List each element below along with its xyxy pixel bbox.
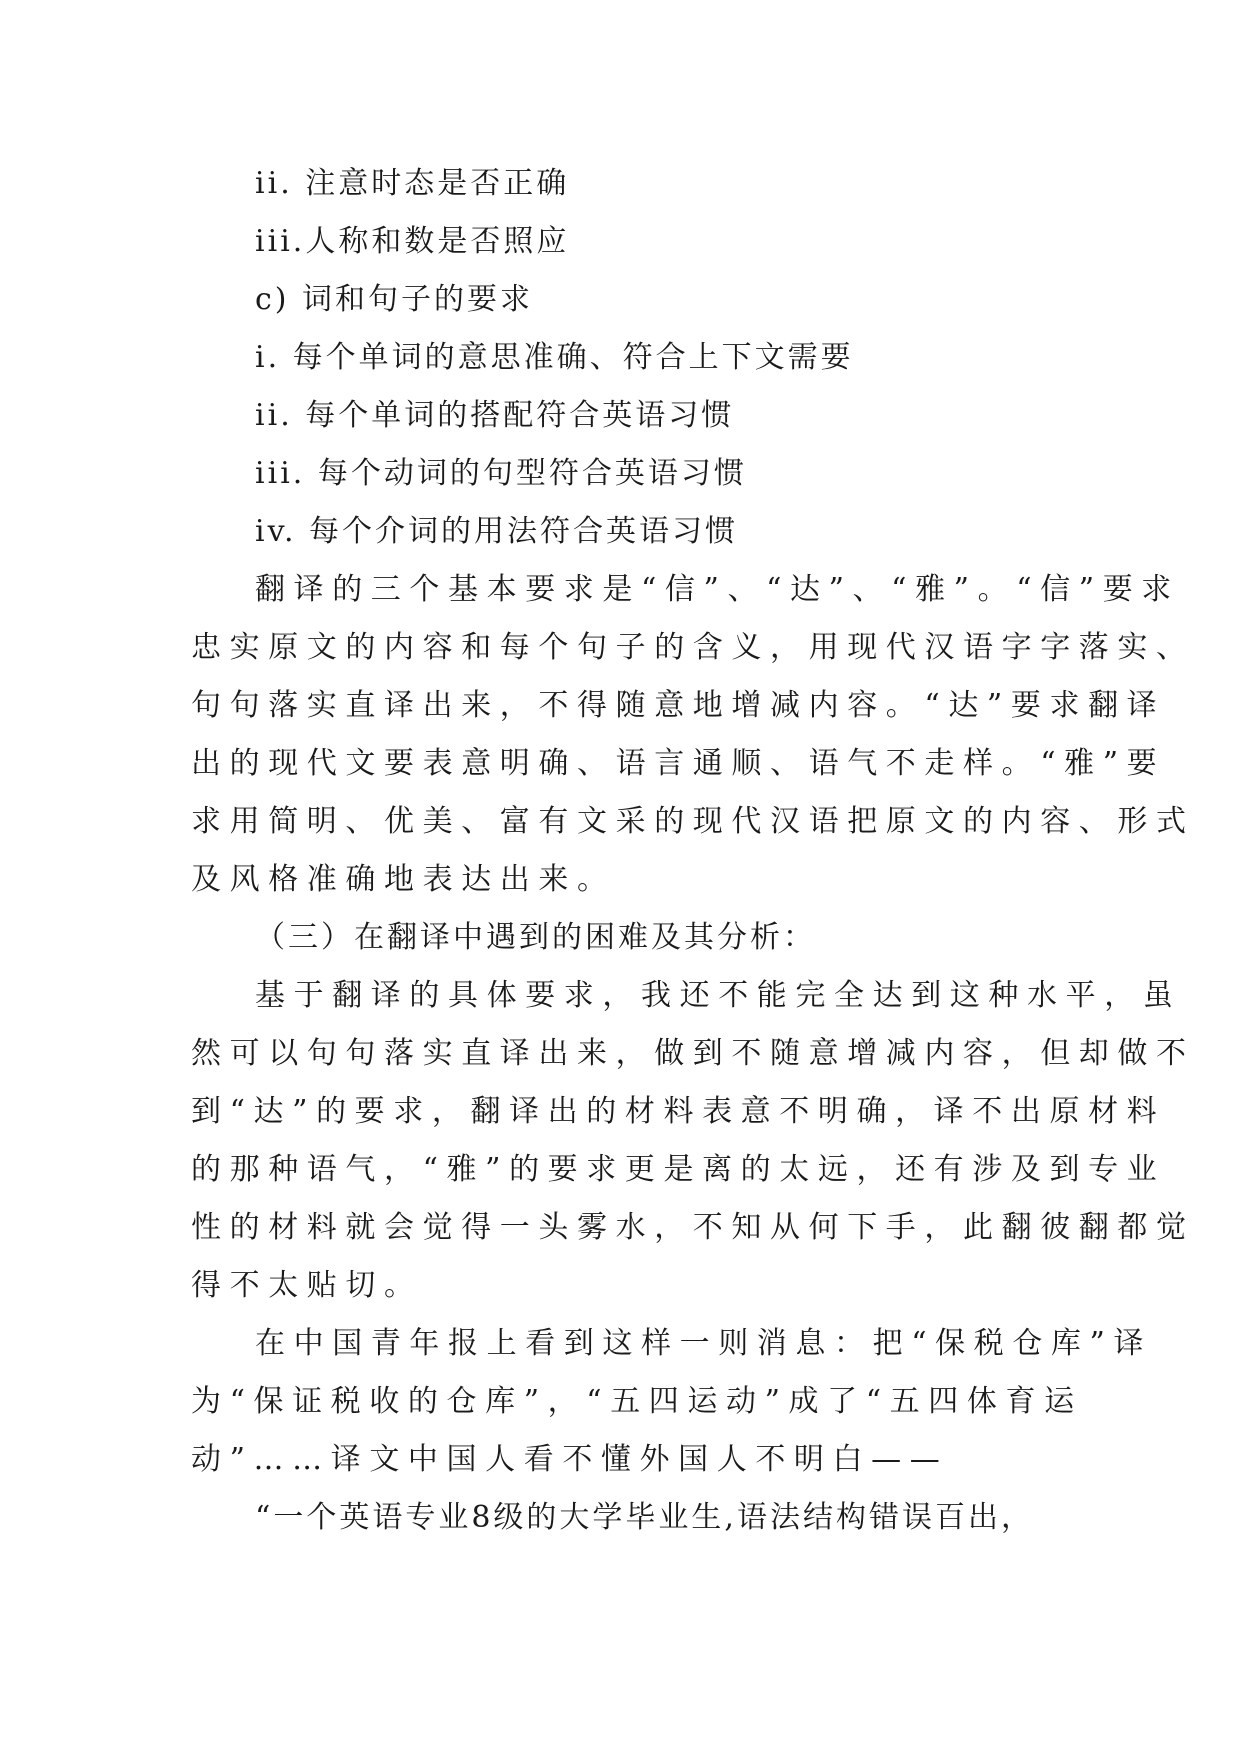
paragraph2-line: 到“达”的要求，翻译出的材料表意不明确，译不出原材料 [191,1094,1166,1129]
paragraph1-line: 求用简明、优美、富有文采的现代汉语把原文的内容、形式 [191,804,1195,839]
paragraph1-line: 忠实原文的内容和每个句子的含义，用现代汉语字字落实、 [191,630,1195,665]
paragraph1-line: 出的现代文要表意明确、语言通顺、语气不走样。“雅”要 [191,746,1166,781]
paragraph2-line: 基于翻译的具体要求，我还不能完全达到这种水平，虽 [255,978,1182,1013]
paragraph2-line: 性的材料就会觉得一头雾水，不知从何下手，此翻彼翻都觉 [191,1210,1195,1245]
paragraph1-line: 翻译的三个基本要求是“信”、“达”、“雅”。“信”要求 [255,572,1180,607]
list-item-word-meaning: i. 每个单词的意思准确、符合上下文需要 [255,340,854,375]
paragraph3-line: 在中国青年报上看到这样一则消息：把“保税仓库”译 [255,1326,1153,1361]
paragraph1-line: 及风格准确地表达出来。 [191,862,616,897]
paragraph3-line: 动”……译文中国人看不懂外国人不明白—— [191,1442,949,1477]
paragraph1-line: 句句落实直译出来，不得随意地增减内容。“达”要求翻译 [191,688,1166,723]
list-item-tense: ii. 注意时态是否正确 [255,166,570,201]
list-item-person-number: iii.人称和数是否照应 [255,224,570,259]
list-item-verb-pattern: iii. 每个动词的句型符合英语习惯 [255,456,747,491]
list-item-preposition: iv. 每个介词的用法符合英语习惯 [255,514,739,549]
list-item-word-sentence-heading: c) 词和句子的要求 [255,282,534,317]
paragraph2-line: 得不太贴切。 [191,1268,423,1303]
paragraph4-line: “一个英语专业8级的大学毕业生,语法结构错误百出， [255,1500,1034,1535]
section-heading: （三）在翻译中遇到的困难及其分析： [255,920,816,955]
paragraph3-line: 为“保证税收的仓库”，“五四运动”成了“五四体育运 [191,1384,1083,1419]
list-item-collocation: ii. 每个单词的搭配符合英语习惯 [255,398,735,433]
paragraph2-line: 然可以句句落实直译出来，做到不随意增减内容，但却做不 [191,1036,1195,1071]
paragraph2-line: 的那种语气，“雅”的要求更是离的太远，还有涉及到专业 [191,1152,1166,1187]
